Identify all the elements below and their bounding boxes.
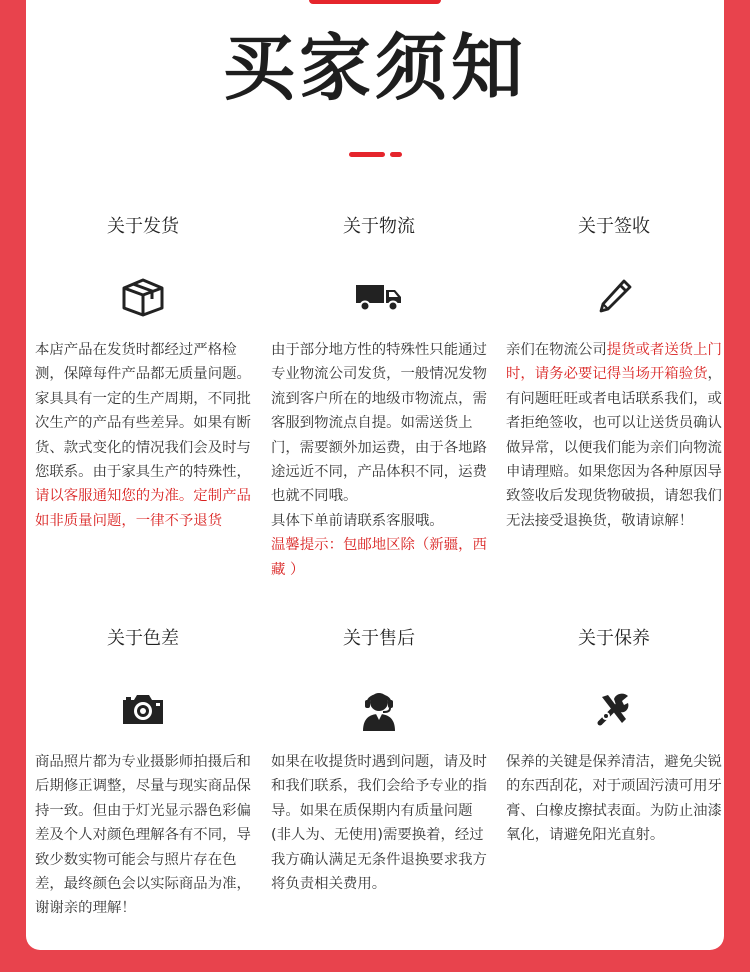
section-text: 保养的关键是保养清洁，避免尖锐的东西刮花，对于顽固污渍可用牙膏、白橡皮擦拭表面。为防止油漆氧化，请避免阳光直射。	[506, 754, 722, 844]
section-text: 亲们在物流公司提货或者送货上门时，请务必要记得当场开箱验货，有问题旺旺或者电话联系我们，或者拒绝签收，也可以让送货员确认做异常，以便我们能为亲们向物流申请理赔。如果您因为各种原因导致签收后发现货物破损，请恕我们无法接受退换货，敬请谅解！	[506, 342, 722, 529]
section-logistics	[267, 214, 491, 582]
section-text: 本店产品在发货时都经过严格检测，保障每件产品都无质量问题。家具具有一定的生产周期，不同批次生产的产品有些差异。如果有断货、款式变化的情况我们会及时与您联系。由于家具生产的特殊性，请以客服通知您的为准。定制产品如非质量问题，一律不予退货	[35, 342, 251, 529]
section-after-sales	[267, 626, 491, 896]
section-title: 关于发货	[107, 216, 179, 237]
section-title: 关于售后	[343, 628, 415, 649]
section-text: 商品照片都为专业摄影师拍摄后和后期修正调整，尽量与现实商品保持一致。但由于灯光显示器色彩偏差及个人对颜色理解各有不同，导致少数实物可能会与照片存在色差，最终颜色会以实际商品为准，谢谢亲的理解！	[35, 754, 251, 917]
section-title: 关于色差	[107, 628, 179, 649]
top-tab-decoration	[309, 0, 441, 4]
section-signing	[502, 214, 726, 533]
page-title: 买家须知	[222, 26, 527, 110]
delivery-truck-icon	[267, 270, 491, 324]
customer-service-icon	[267, 682, 491, 736]
title-accent-dot	[390, 152, 402, 157]
camera-icon	[31, 682, 255, 736]
section-color-difference	[31, 626, 255, 921]
section-shipping	[31, 214, 255, 533]
maintenance-tools-icon	[502, 682, 726, 736]
section-title: 关于保养	[578, 628, 650, 649]
title-accent-bar	[349, 152, 385, 157]
pen-icon	[502, 270, 726, 324]
section-maintenance	[502, 626, 726, 848]
section-text: 由于部分地方性的特殊性只能通过专业物流公司发货，一般情况发物流到客户所在的地级市物流点，需客服到物流点自提。如需送货上门，需要额外加运费，由于各地路途远近不同，产品体积不同，运费也就不同哦。 具体下单前请联系客服哦。 温馨提示：包邮地区除（新疆，西藏 ）	[271, 342, 487, 578]
section-title: 关于签收	[578, 216, 650, 237]
section-title: 关于物流	[343, 216, 415, 237]
section-text: 如果在收提货时遇到问题，请及时和我们联系，我们会给予专业的指导。如果在质保期内有质量问题(非人为、无使用)需要换着，经过我方确认满足无条件退换要求我方将负责相关费用。	[271, 754, 487, 893]
box-icon	[31, 270, 255, 324]
